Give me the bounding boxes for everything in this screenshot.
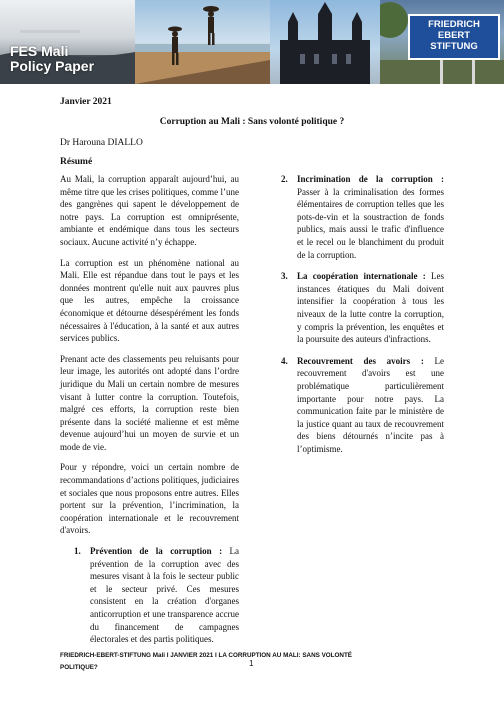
right-column: [281, 173, 444, 464]
banner-title-line1: FES Mali: [10, 43, 69, 59]
summary-paragraph: Pour y répondre, voici un certain nombre de recommandations d’actions politiques, judiciaires et sociales que nous proposons entre autres. Elles portent sur la prévention, l’incrimination, la coopération internationale et le recouvrement d'avoirs.: [60, 462, 239, 536]
summary-paragraph: La corruption est un phénomène national au Mali. Elle est répandue dans tout le pays et les données montrent qu'elle nuit aux pauvres plus que les autres, empêche la croissance économique et détourne désespérément les fonds nécessaires à l'éducation, à la santé et aux autres services publics.: [60, 257, 239, 344]
page-footer: [60, 650, 360, 674]
recommendation-list: [281, 173, 444, 455]
page-number: 1: [249, 659, 254, 668]
recommendation-number: 2.: [281, 174, 288, 184]
footer-line2: POLITIQUE?: [60, 664, 98, 671]
recommendation-title: Prévention de la corruption :: [90, 546, 223, 557]
recommendation-text: Le recouvrement d'avoirs est une problématique particulièrement importante pour notre pays. La communication faite par le ministère de la justice quant au taux de recouvrement des biens détournés n’incite pas à l’optimisme.: [297, 355, 444, 454]
recommendation-text: La prévention de la corruption avec des mesures visant à la fois le secteur public et le secteur privé. Ces mesures consistent en la création d'organes anticorruption et une transparence accrue du financement de campagnes électorales et des partis politiques.: [90, 546, 239, 645]
banner-photo-mosque: [270, 0, 380, 84]
summary-heading: Résumé: [60, 157, 93, 167]
recommendation-item: [281, 173, 444, 261]
recommendation-number: 1.: [74, 546, 81, 557]
recommendation-title: Recouvrement des avoirs :: [297, 355, 424, 366]
banner-title-line2: Policy Paper: [10, 58, 95, 74]
publication-date: Janvier 2021: [60, 97, 112, 107]
recommendation-text: Les instances étatiques du Mali doivent intensifier la coopération à tous les niveaux de la lutte contre la corruption, y compris la prévention, les enquêtes et la poursuite des auteurs d'infractions.: [297, 271, 444, 345]
recommendation-number: 3.: [281, 271, 288, 282]
banner-photo-people: [135, 0, 270, 84]
recommendation-title: La coopération internationale :: [297, 271, 426, 282]
recommendation-text: Passer à la criminalisation des formes élémentaires de corruption telles que les pots-de-vin et la soustraction de fonds publics, mais aussi le trafic d'influence et le recel ou le blanchiment du produit de la corruption.: [297, 186, 444, 260]
recommendation-item: [281, 355, 444, 456]
recommendation-title: Incrimination de la corruption :: [297, 174, 444, 184]
summary-paragraph: Au Mali, la corruption apparaît aujourd’hui, au même titre que les crises politiques, comme l’une des gangrènes qui sapent le développement de notre pays. La corruption est omniprésente, ambiante et endémique dans tous les secteurs sociaux. Aucune activité n’y échappe.: [60, 174, 239, 247]
footer-line1: FRIEDRICH-EBERT-STIFTUNG Mali I JANVIER 2021 I LA CORRUPTION AU MALI: SANS VOLONTÉ: [60, 652, 353, 659]
recommendation-item: [281, 270, 444, 346]
fes-logo: [408, 14, 500, 60]
logo-line2: EBERT: [437, 30, 471, 41]
banner-title: [10, 44, 94, 74]
left-column: [60, 173, 239, 655]
document-title: Corruption au Mali : Sans volonté politique ?: [159, 117, 345, 127]
recommendation-list: [60, 545, 239, 646]
summary-paragraph: Prenant acte des classements peu reluisants pour leur image, les autorités ont adopté dans l’ordre juridique du Mali un certain nombre de mesures visant à lutter contre la corruption. Toutefois, malgré ces efforts, la corruption reste bien présente dans la société malienne et est même devenue aujourd’hui un moyen de survie et un mode de vie.: [60, 353, 239, 452]
header-banner: [0, 0, 504, 84]
recommendation-item: [60, 545, 239, 646]
logo-line1: FRIEDRICH: [428, 19, 480, 30]
author: Dr Harouna DIALLO: [60, 138, 143, 148]
logo-line3: STIFTUNG: [430, 41, 478, 52]
recommendation-number: 4.: [281, 355, 288, 366]
